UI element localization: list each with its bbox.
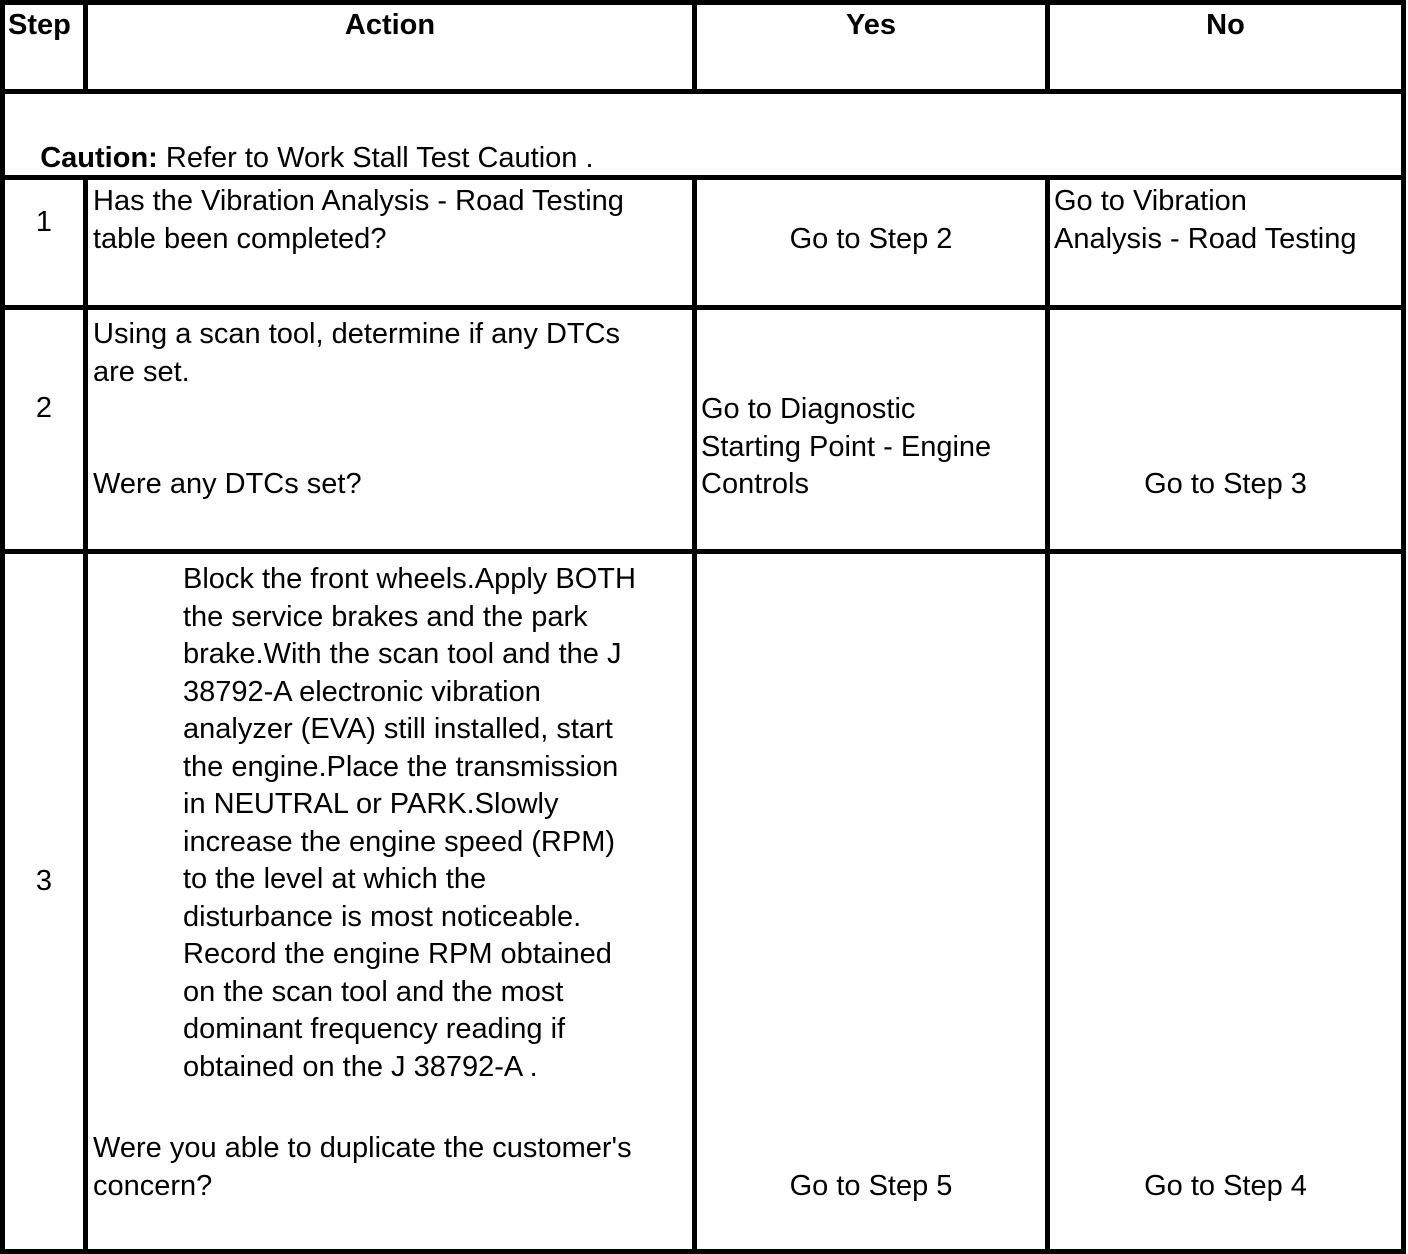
- row-3-step: [0, 549, 88, 1254]
- action-question: concern?: [93, 1170, 213, 1202]
- action-line: Record the engine RPM obtained: [183, 938, 612, 970]
- yes-result: Go to Diagnostic: [701, 393, 916, 425]
- action-line: obtained on the J 38792-A .: [183, 1051, 538, 1083]
- yes-result: Controls: [701, 468, 809, 500]
- action-line: disturbance is most noticeable.: [183, 901, 582, 933]
- step-number: 3: [35, 865, 53, 897]
- action-line: the engine.Place the transmission: [183, 751, 619, 783]
- no-result: Go to Vibration: [1054, 185, 1247, 217]
- caution-label: Caution:: [40, 141, 158, 174]
- yes-result: Go to Step 5: [789, 1170, 953, 1202]
- row-2-action: [83, 305, 697, 554]
- no-result: Analysis - Road Testing: [1054, 223, 1357, 255]
- row-2-no: [1045, 305, 1406, 554]
- action-question: Were you able to duplicate the customer's: [93, 1132, 632, 1164]
- action-question: Were any DTCs set?: [93, 468, 362, 500]
- action-line: to the level at which the: [183, 863, 487, 895]
- action-line: increase the engine speed (RPM): [183, 826, 616, 858]
- row-3-no: [1045, 549, 1406, 1254]
- row-2-step: [0, 305, 88, 554]
- action-line: dominant frequency reading if: [183, 1013, 566, 1045]
- header-no: No: [1045, 0, 1406, 94]
- action-line: Has the Vibration Analysis - Road Testing: [93, 185, 624, 217]
- yes-result: Starting Point - Engine: [701, 431, 992, 463]
- step-number: 2: [35, 392, 53, 424]
- row-1-yes: [692, 175, 1050, 310]
- action-line: table been completed?: [93, 223, 387, 255]
- row-1-step: [0, 175, 88, 310]
- action-line: Block the front wheels.Apply BOTH: [183, 563, 636, 595]
- action-line: are set.: [93, 356, 190, 388]
- step-number: 1: [35, 206, 53, 238]
- action-line: the service brakes and the park: [183, 601, 588, 633]
- action-line: on the scan tool and the most: [183, 976, 564, 1008]
- row-3-action: [83, 549, 697, 1254]
- no-result: Go to Step 4: [1144, 1170, 1307, 1202]
- row-1-action: [83, 175, 697, 310]
- action-line: analyzer (EVA) still installed, start: [183, 713, 613, 745]
- action-line: 38792-A electronic vibration: [183, 676, 541, 708]
- row-3-yes: [692, 549, 1050, 1254]
- header-action: Action: [83, 0, 697, 94]
- action-line: Using a scan tool, determine if any DTCs: [93, 318, 621, 350]
- caution-row: [0, 89, 1406, 180]
- yes-result: Go to Step 2: [789, 223, 953, 255]
- caution-text: Refer to Work Stall Test Caution .: [157, 141, 594, 174]
- action-line: in NEUTRAL or PARK.Slowly: [183, 788, 559, 820]
- no-result: Go to Step 3: [1144, 468, 1307, 500]
- row-1-no: [1045, 175, 1406, 310]
- action-line: brake.With the scan tool and the J: [183, 638, 622, 670]
- row-2-yes: [692, 305, 1050, 554]
- header-step: Step: [0, 0, 88, 94]
- header-yes: Yes: [692, 0, 1050, 94]
